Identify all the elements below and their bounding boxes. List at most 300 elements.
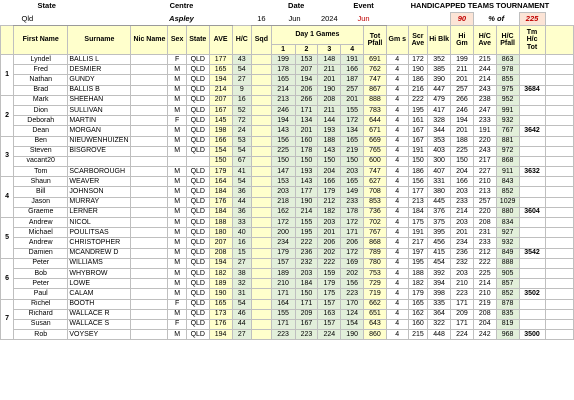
hc-cell[interactable]: 38 [232,268,252,278]
game-4-cell[interactable]: 149 [341,187,364,197]
base-value[interactable]: 225 [519,13,545,26]
state-cell[interactable] [186,156,209,166]
surname-cell[interactable] [68,156,131,166]
hc-cell[interactable]: 53 [232,136,252,146]
game-4-cell[interactable]: 165 [341,177,364,187]
state-cell[interactable]: QLD [186,268,209,278]
state-cell[interactable]: QLD [186,197,209,207]
game-4-cell[interactable]: 156 [341,279,364,289]
sex-cell[interactable]: M [168,187,186,197]
game-3-cell[interactable]: 202 [318,248,341,258]
hc-cell[interactable]: 36 [232,207,252,217]
date-month[interactable]: Jun [271,13,318,26]
game-2-cell[interactable]: 178 [295,146,318,156]
game-2-cell[interactable]: 236 [295,248,318,258]
first-name-cell[interactable]: Damien [14,248,68,258]
game-2-cell[interactable]: 214 [295,207,318,217]
game-1-cell[interactable]: 150 [271,156,295,166]
ave-cell[interactable]: 214 [209,85,232,95]
nic-name-cell[interactable] [131,95,168,105]
tot-pfall-cell[interactable]: 719 [364,289,387,299]
game-4-cell[interactable]: 165 [341,136,364,146]
first-name-cell[interactable]: Peter [14,258,68,268]
tot-pfall-cell[interactable]: 671 [364,126,387,136]
sex-cell[interactable]: M [168,197,186,207]
tot-pfall-cell[interactable]: 662 [364,299,387,309]
tot-pfall-cell[interactable]: 789 [364,248,387,258]
game-1-cell[interactable]: 164 [271,299,295,309]
tot-pfall-cell[interactable]: 708 [364,187,387,197]
game-2-cell[interactable]: 193 [295,167,318,177]
game-4-cell[interactable]: 187 [341,75,364,85]
state-cell[interactable]: QLD [186,55,209,65]
game-2-cell[interactable]: 150 [295,156,318,166]
surname-cell[interactable]: JOHNSON [68,187,131,197]
game-1-cell[interactable]: 246 [271,105,295,115]
nic-name-cell[interactable] [131,268,168,278]
sex-cell[interactable]: M [168,248,186,258]
first-name-cell[interactable]: Susan [14,319,68,329]
ave-cell[interactable]: 189 [209,279,232,289]
sqd-cell[interactable] [252,207,272,217]
game-2-cell[interactable]: 194 [295,75,318,85]
game-2-cell[interactable]: 171 [295,299,318,309]
game-1-cell[interactable]: 147 [271,167,295,177]
state-cell[interactable]: QLD [186,187,209,197]
sqd-cell[interactable] [252,187,272,197]
state-cell[interactable]: QLD [186,75,209,85]
game-1-cell[interactable]: 157 [271,258,295,268]
tot-pfall-cell[interactable]: 643 [364,319,387,329]
hc-cell[interactable]: 33 [232,218,252,228]
first-name-cell[interactable]: Bill [14,187,68,197]
game-4-cell[interactable]: 150 [341,156,364,166]
tot-pfall-cell[interactable]: 600 [364,156,387,166]
game-1-cell[interactable]: 203 [271,187,295,197]
sqd-cell[interactable] [252,197,272,207]
surname-cell[interactable]: DESMIER [68,65,131,75]
tot-pfall-cell[interactable]: 888 [364,95,387,105]
game-1-cell[interactable]: 172 [271,218,295,228]
sqd-cell[interactable] [252,258,272,268]
hc-cell[interactable]: 72 [232,116,252,126]
nic-name-cell[interactable] [131,258,168,268]
ave-cell[interactable]: 177 [209,55,232,65]
state-cell[interactable]: QLD [186,238,209,248]
game-1-cell[interactable]: 189 [271,268,295,278]
surname-cell[interactable]: CALAM [68,289,131,299]
sqd-cell[interactable] [252,268,272,278]
surname-cell[interactable]: SULLIVAN [68,105,131,115]
game-4-cell[interactable]: 172 [341,116,364,126]
ave-cell[interactable]: 198 [209,126,232,136]
tot-pfall-cell[interactable]: 765 [364,146,387,156]
game-3-cell[interactable]: 201 [318,228,341,238]
game-1-cell[interactable]: 225 [271,146,295,156]
game-1-cell[interactable]: 218 [271,197,295,207]
sex-cell[interactable] [168,156,186,166]
first-name-cell[interactable]: Dion [14,105,68,115]
ave-cell[interactable]: 194 [209,330,232,340]
tot-pfall-cell[interactable]: 753 [364,268,387,278]
first-name-cell[interactable]: Ben [14,136,68,146]
nic-name-cell[interactable] [131,330,168,340]
game-4-cell[interactable]: 170 [341,299,364,309]
game-1-cell[interactable]: 199 [271,55,295,65]
ave-cell[interactable]: 180 [209,228,232,238]
state-cell[interactable]: QLD [186,258,209,268]
nic-name-cell[interactable] [131,238,168,248]
state-cell[interactable]: QLD [186,299,209,309]
ave-cell[interactable]: 164 [209,177,232,187]
nic-name-cell[interactable] [131,207,168,217]
sqd-cell[interactable] [252,279,272,289]
state-cell[interactable]: QLD [186,248,209,258]
first-name-cell[interactable]: Michael [14,228,68,238]
first-name-cell[interactable]: Mark [14,95,68,105]
state-cell[interactable]: QLD [186,146,209,156]
surname-cell[interactable]: POULITSAS [68,228,131,238]
game-2-cell[interactable]: 171 [295,105,318,115]
game-4-cell[interactable]: 178 [341,207,364,217]
first-name-cell[interactable]: Peter [14,279,68,289]
game-4-cell[interactable]: 172 [341,218,364,228]
sqd-cell[interactable] [252,116,272,126]
game-4-cell[interactable]: 219 [341,146,364,156]
ave-cell[interactable]: 207 [209,238,232,248]
ave-cell[interactable]: 173 [209,309,232,319]
ave-cell[interactable]: 154 [209,146,232,156]
game-3-cell[interactable]: 182 [318,207,341,217]
sex-cell[interactable]: F [168,55,186,65]
sex-cell[interactable]: M [168,65,186,75]
game-3-cell[interactable]: 222 [318,258,341,268]
first-name-cell[interactable]: Andrew [14,218,68,228]
sex-cell[interactable]: M [168,95,186,105]
state-cell[interactable]: QLD [186,218,209,228]
sqd-cell[interactable] [252,289,272,299]
surname-cell[interactable]: WILLIAMS [68,258,131,268]
game-4-cell[interactable]: 155 [341,105,364,115]
sqd-cell[interactable] [252,65,272,75]
game-4-cell[interactable]: 171 [341,228,364,238]
sqd-cell[interactable] [252,177,272,187]
game-2-cell[interactable]: 184 [295,279,318,289]
sex-cell[interactable]: F [168,116,186,126]
surname-cell[interactable]: SHEEHAN [68,95,131,105]
first-name-cell[interactable]: Andrew [14,238,68,248]
sex-cell[interactable]: M [168,268,186,278]
sex-cell[interactable]: M [168,309,186,319]
game-2-cell[interactable]: 177 [295,187,318,197]
surname-cell[interactable]: WALLACE S [68,319,131,329]
ave-cell[interactable]: 194 [209,75,232,85]
game-2-cell[interactable]: 155 [295,218,318,228]
sqd-cell[interactable] [252,85,272,95]
surname-cell[interactable]: BALLIS B [68,85,131,95]
tot-pfall-cell[interactable]: 651 [364,309,387,319]
nic-name-cell[interactable] [131,136,168,146]
game-2-cell[interactable]: 206 [295,85,318,95]
tot-pfall-cell[interactable]: 867 [364,85,387,95]
surname-cell[interactable]: BALLIS L [68,55,131,65]
nic-name-cell[interactable] [131,248,168,258]
first-name-cell[interactable]: vacant20 [14,156,68,166]
sex-cell[interactable]: M [168,238,186,248]
sex-cell[interactable]: M [168,146,186,156]
surname-cell[interactable]: MARTIN [68,116,131,126]
first-name-cell[interactable]: Richard [14,309,68,319]
tot-pfall-cell[interactable]: 644 [364,116,387,126]
hc-cell[interactable]: 52 [232,105,252,115]
surname-cell[interactable]: MURRAY [68,197,131,207]
game-2-cell[interactable]: 203 [295,268,318,278]
sex-cell[interactable]: F [168,319,186,329]
ave-cell[interactable]: 165 [209,65,232,75]
game-2-cell[interactable]: 222 [295,238,318,248]
hc-cell[interactable]: 36 [232,187,252,197]
game-1-cell[interactable]: 179 [271,248,295,258]
surname-cell[interactable]: CHRISTOPHER [68,238,131,248]
game-2-cell[interactable]: 232 [295,258,318,268]
tot-pfall-cell[interactable]: 762 [364,65,387,75]
first-name-cell[interactable]: Deborah [14,116,68,126]
sqd-cell[interactable] [252,309,272,319]
ave-cell[interactable]: 188 [209,218,232,228]
game-4-cell[interactable]: 257 [341,85,364,95]
game-3-cell[interactable]: 193 [318,126,341,136]
sqd-cell[interactable] [252,95,272,105]
tot-pfall-cell[interactable]: 747 [364,167,387,177]
nic-name-cell[interactable] [131,116,168,126]
ave-cell[interactable]: 167 [209,105,232,115]
nic-name-cell[interactable] [131,65,168,75]
hc-cell[interactable]: 40 [232,228,252,238]
hc-cell[interactable]: 54 [232,146,252,156]
tot-pfall-cell[interactable]: 780 [364,258,387,268]
nic-name-cell[interactable] [131,218,168,228]
surname-cell[interactable]: GUNDY [68,75,131,85]
sex-cell[interactable]: M [168,126,186,136]
state-cell[interactable]: QLD [186,228,209,238]
nic-name-cell[interactable] [131,177,168,187]
nic-name-cell[interactable] [131,75,168,85]
game-4-cell[interactable]: 166 [341,65,364,75]
game-1-cell[interactable]: 214 [271,85,295,95]
game-4-cell[interactable]: 134 [341,126,364,136]
game-1-cell[interactable]: 155 [271,309,295,319]
nic-name-cell[interactable] [131,197,168,207]
hc-cell[interactable]: 54 [232,177,252,187]
sqd-cell[interactable] [252,55,272,65]
game-3-cell[interactable]: 150 [318,156,341,166]
ave-cell[interactable]: 176 [209,319,232,329]
game-1-cell[interactable]: 171 [271,289,295,299]
sqd-cell[interactable] [252,126,272,136]
game-2-cell[interactable]: 167 [295,319,318,329]
ave-cell[interactable]: 184 [209,207,232,217]
game-3-cell[interactable]: 179 [318,279,341,289]
game-4-cell[interactable]: 169 [341,258,364,268]
hc-cell[interactable]: 24 [232,126,252,136]
first-name-cell[interactable]: Steven [14,146,68,156]
surname-cell[interactable]: LERNER [68,207,131,217]
nic-name-cell[interactable] [131,309,168,319]
game-2-cell[interactable]: 160 [295,136,318,146]
first-name-cell[interactable]: Shaun [14,177,68,187]
game-2-cell[interactable]: 150 [295,289,318,299]
nic-name-cell[interactable] [131,105,168,115]
event-value[interactable]: Jun [341,13,387,26]
game-4-cell[interactable]: 201 [341,95,364,105]
sex-cell[interactable]: M [168,85,186,95]
surname-cell[interactable]: BOOTH [68,299,131,309]
game-4-cell[interactable]: 202 [341,268,364,278]
ave-cell[interactable]: 176 [209,197,232,207]
surname-cell[interactable]: WHYBROW [68,268,131,278]
nic-name-cell[interactable] [131,146,168,156]
sqd-cell[interactable] [252,136,272,146]
sqd-cell[interactable] [252,228,272,238]
hc-cell[interactable]: 9 [232,85,252,95]
tot-pfall-cell[interactable]: 702 [364,218,387,228]
surname-cell[interactable]: MCANDREW D [68,248,131,258]
game-1-cell[interactable]: 162 [271,207,295,217]
hc-cell[interactable]: 31 [232,289,252,299]
ave-cell[interactable]: 208 [209,248,232,258]
state-cell[interactable]: QLD [186,85,209,95]
ave-cell[interactable]: 207 [209,95,232,105]
sex-cell[interactable]: M [168,330,186,340]
game-3-cell[interactable]: 206 [318,238,341,248]
first-name-cell[interactable]: Dean [14,126,68,136]
hc-cell[interactable]: 16 [232,238,252,248]
game-3-cell[interactable]: 211 [318,65,341,75]
game-3-cell[interactable]: 190 [318,85,341,95]
hc-cell[interactable]: 44 [232,319,252,329]
sex-cell[interactable]: M [168,75,186,85]
game-3-cell[interactable]: 166 [318,177,341,187]
game-1-cell[interactable]: 200 [271,228,295,238]
game-3-cell[interactable]: 163 [318,309,341,319]
game-1-cell[interactable]: 165 [271,75,295,85]
game-2-cell[interactable]: 266 [295,95,318,105]
game-4-cell[interactable]: 191 [341,55,364,65]
sex-cell[interactable]: M [168,258,186,268]
state-cell[interactable]: QLD [186,177,209,187]
state-cell[interactable]: QLD [186,289,209,299]
surname-cell[interactable]: NICOL [68,218,131,228]
game-2-cell[interactable]: 201 [295,126,318,136]
state-cell[interactable]: QLD [186,167,209,177]
state-cell[interactable]: QLD [186,95,209,105]
first-name-cell[interactable]: Paul [14,289,68,299]
sqd-cell[interactable] [252,299,272,309]
state-cell[interactable]: QLD [186,207,209,217]
sqd-cell[interactable] [252,146,272,156]
ave-cell[interactable]: 179 [209,167,232,177]
ave-cell[interactable]: 184 [209,187,232,197]
tot-pfall-cell[interactable]: 747 [364,75,387,85]
hc-cell[interactable]: 67 [232,156,252,166]
surname-cell[interactable]: VOYSEY [68,330,131,340]
hc-cell[interactable]: 54 [232,65,252,75]
date-year[interactable]: 2024 [318,13,341,26]
surname-cell[interactable]: WALLACE R [68,309,131,319]
nic-name-cell[interactable] [131,299,168,309]
state-cell[interactable]: QLD [186,309,209,319]
game-3-cell[interactable]: 188 [318,136,341,146]
game-3-cell[interactable]: 157 [318,319,341,329]
surname-cell[interactable]: MORGAN [68,126,131,136]
sqd-cell[interactable] [252,156,272,166]
game-2-cell[interactable]: 195 [295,228,318,238]
first-name-cell[interactable]: Lyndel [14,55,68,65]
game-3-cell[interactable]: 208 [318,95,341,105]
sex-cell[interactable]: M [168,289,186,299]
sex-cell[interactable]: M [168,105,186,115]
hc-cell[interactable]: 27 [232,330,252,340]
game-4-cell[interactable]: 223 [341,289,364,299]
sqd-cell[interactable] [252,105,272,115]
state-value[interactable]: Qld [14,13,131,26]
nic-name-cell[interactable] [131,167,168,177]
game-3-cell[interactable]: 148 [318,55,341,65]
game-3-cell[interactable]: 212 [318,197,341,207]
game-1-cell[interactable]: 223 [271,330,295,340]
sex-cell[interactable]: M [168,167,186,177]
game-2-cell[interactable]: 223 [295,330,318,340]
hc-cell[interactable]: 54 [232,299,252,309]
nic-name-cell[interactable] [131,156,168,166]
first-name-cell[interactable]: Tom [14,167,68,177]
hc-cell[interactable]: 44 [232,197,252,207]
nic-name-cell[interactable] [131,85,168,95]
nic-name-cell[interactable] [131,289,168,299]
first-name-cell[interactable]: Graeme [14,207,68,217]
hc-cell[interactable]: 27 [232,258,252,268]
state-cell[interactable]: QLD [186,330,209,340]
first-name-cell[interactable]: Brad [14,85,68,95]
surname-cell[interactable]: LOWE [68,279,131,289]
game-1-cell[interactable]: 234 [271,238,295,248]
sqd-cell[interactable] [252,167,272,177]
game-2-cell[interactable]: 134 [295,116,318,126]
game-4-cell[interactable]: 154 [341,319,364,329]
game-1-cell[interactable]: 153 [271,177,295,187]
state-cell[interactable]: QLD [186,105,209,115]
ave-cell[interactable]: 165 [209,299,232,309]
hc-cell[interactable]: 16 [232,95,252,105]
game-3-cell[interactable]: 204 [318,167,341,177]
game-2-cell[interactable]: 190 [295,197,318,207]
game-1-cell[interactable]: 171 [271,319,295,329]
ave-cell[interactable]: 190 [209,289,232,299]
game-3-cell[interactable]: 143 [318,146,341,156]
state-cell[interactable]: QLD [186,279,209,289]
state-cell[interactable]: QLD [186,319,209,329]
game-4-cell[interactable]: 203 [341,167,364,177]
game-3-cell[interactable]: 201 [318,75,341,85]
tot-pfall-cell[interactable]: 669 [364,136,387,146]
ave-cell[interactable]: 150 [209,156,232,166]
sqd-cell[interactable] [252,238,272,248]
nic-name-cell[interactable] [131,279,168,289]
surname-cell[interactable]: WEAVER [68,177,131,187]
hc-cell[interactable]: 46 [232,309,252,319]
game-3-cell[interactable]: 157 [318,299,341,309]
game-1-cell[interactable]: 194 [271,116,295,126]
